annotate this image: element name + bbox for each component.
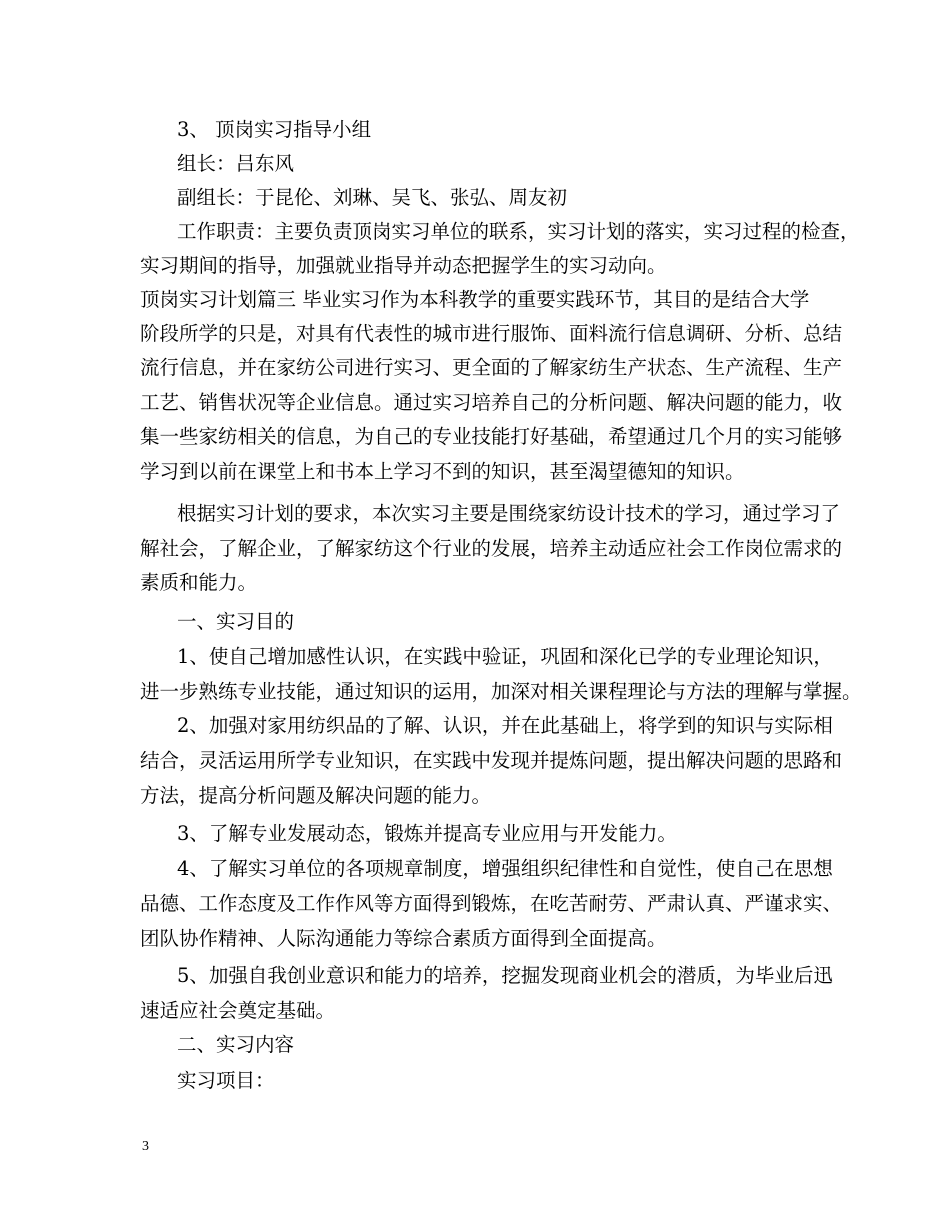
paragraph-line: 工艺、销售状况等企业信息。通过实习培养自己的分析问题、解决问题的能力，收 [140, 391, 843, 414]
subheading-internship-projects: 实习项目： [177, 1069, 275, 1092]
paragraph-line: 素质和能力。 [140, 571, 258, 594]
paragraph-line: 阶段所学的只是，对具有代表性的城市进行服饰、面料流行信息调研、分析、总结 [140, 322, 843, 345]
paragraph-line: 方法，提高分析问题及解决问题的能力。 [140, 784, 492, 807]
paragraph-line: 品德、工作态度及工作作风等方面得到锻炼，在吃苦耐劳、严肃认真、严谨求实、 [140, 892, 843, 915]
paragraph-line: 团队协作精神、人际沟通能力等综合素质方面得到全面提高。 [140, 927, 667, 950]
paragraph-line: 3、了解专业发展动态，锻炼并提高专业应用与开发能力。 [177, 822, 677, 845]
section-heading-content: 二、实习内容 [177, 1033, 295, 1056]
paragraph-line: 集一些家纺相关的信息，为自己的专业技能打好基础，希望通过几个月的实习能够 [140, 425, 843, 448]
paragraph-line: 工作职责：主要负责顶岗实习单位的联系，实习计划的落实，实习过程的检查， [177, 220, 860, 243]
paragraph-line: 流行信息，并在家纺公司进行实习、更全面的了解家纺生产状态、生产流程、生产 [140, 356, 843, 379]
paragraph-line: 5、加强自我创业意识和能力的培养，挖掘发现商业机会的潜质，为毕业后迅 [177, 964, 833, 987]
section-heading-objectives: 一、实习目的 [177, 610, 295, 633]
paragraph-line: 学习到以前在课堂上和书本上学习不到的知识，甚至渴望德知的知识。 [140, 460, 745, 483]
paragraph-line: 进一步熟练专业技能，通过知识的运用，加深对相关课程理论与方法的理解与掌握。 [140, 680, 862, 703]
paragraph-line: 1、使自己增加感性认识，在实践中验证，巩固和深化已学的专业理论知识， [177, 645, 833, 668]
paragraph-line: 解社会，了解企业，了解家纺这个行业的发展，培养主动适应社会工作岗位需求的 [140, 537, 843, 560]
page-number: 3 [142, 1139, 149, 1154]
paragraph-line: 顶岗实习计划篇三 毕业实习作为本科教学的重要实践环节，其目的是结合大学 [140, 288, 810, 311]
section-heading-guidance-group: 3、 顶岗实习指导小组 [177, 118, 372, 141]
paragraph-line: 根据实习计划的要求，本次实习主要是围绕家纺设计技术的学习，通过学习了 [177, 502, 841, 525]
group-leader-line: 组长：吕东风 [177, 152, 295, 175]
paragraph-line: 结合，灵活运用所学专业知识，在实践中发现并提炼问题，提出解决问题的思路和 [140, 749, 843, 772]
paragraph-line: 速适应社会奠定基础。 [140, 999, 336, 1022]
deputy-leaders-line: 副组长：于昆伦、刘琳、吴飞、张弘、周友初 [177, 186, 568, 209]
paragraph-line: 4、了解实习单位的各项规章制度，增强组织纪律性和自觉性，使自己在思想 [177, 857, 833, 880]
paragraph-line: 实习期间的指导，加强就业指导并动态把握学生的实习动向。 [140, 254, 667, 277]
paragraph-line: 2、加强对家用纺织品的了解、认识，并在此基础上，将学到的知识与实际相 [177, 714, 833, 737]
